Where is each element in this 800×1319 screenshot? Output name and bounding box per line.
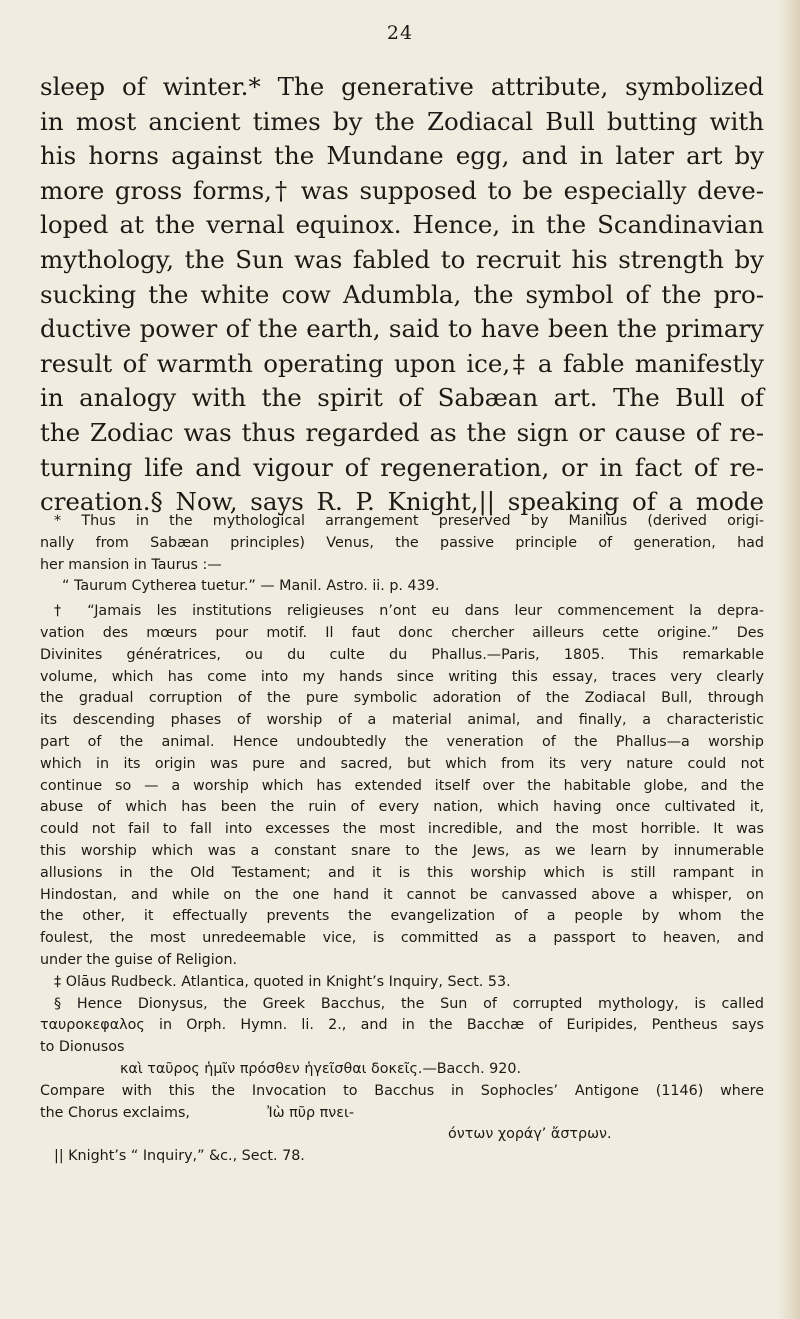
footnote-line: Hindostan, and while on the one hand it cannot be canvassed above a whisper, on xyxy=(40,886,764,903)
footnote-line: to Dionusos xyxy=(40,1039,125,1056)
footnote-star xyxy=(40,511,764,598)
body-line: ductive power of the earth, said to have been the primary xyxy=(40,314,764,344)
footnote-parallel xyxy=(40,1146,764,1168)
body-line: in analogy with the spirit of Sabæan art. The Bull of xyxy=(40,383,764,413)
footnote-line: the gradual corruption of the pure symbolic adoration of the Zodiacal Bull, through xyxy=(40,690,764,707)
body-line: more gross forms,† was supposed to be especially deve- xyxy=(40,175,764,205)
footnote-line: the other, it effectually prevents the evangelization of a people by whom the xyxy=(40,908,764,925)
footnote-dagger xyxy=(40,601,764,972)
footnote-line: abuse of which has been the ruin of every nation, which having once cultivated it, xyxy=(40,799,764,816)
body-line: his horns against the Mundane egg, and in later art by xyxy=(40,141,764,171)
body-line: sucking the white cow Adumbla, the symbol of the pro- xyxy=(40,279,764,309)
body-paragraph xyxy=(40,70,764,520)
footnote-line: ταυροκεφαλος in Orph. Hymn. li. 2., and in the Bacchæ of Euripides, Pentheus says xyxy=(40,1017,764,1034)
greek-quote: καὶ ταῦρος ἡμῖν πρόσθεν ἡγεῖσθαι δοκεῖς.—Bacch. 920. xyxy=(120,1060,522,1077)
footnote-line: || Knight’s “ Inquiry,” &c., Sect. 78. xyxy=(54,1148,305,1165)
footnote-line: volume, which has come into my hands since writing this essay, traces very clearly xyxy=(40,668,764,685)
footnote-line: Divinites génératrices, ou du culte du Phallus.—Paris, 1805. This remarkable xyxy=(40,646,764,663)
footnote-quote: “ Taurum Cytherea tuetur.” — Manil. Astro. ii. p. 439. xyxy=(62,578,440,595)
footnote-line: Compare with this the Invocation to Bacchus in Sophocles’ Antigone (1146) where xyxy=(40,1082,764,1099)
body-line: the Zodiac was thus regarded as the sign or cause of re- xyxy=(40,417,764,447)
footnote-line: this worship which was a constant snare to the Jews, as we learn by innumerable xyxy=(40,842,764,859)
footnote-line: foulest, the most unredeemable vice, is committed as a passport to heaven, and xyxy=(40,930,764,947)
page-edge-shadow xyxy=(778,0,800,1319)
footnote-line: the Chorus exclaims, Ἰὼ πῦρ πνει- xyxy=(40,1104,354,1121)
body-line: sleep of winter.* The generative attribute, symbolized xyxy=(40,72,764,101)
footnote-line: which in its origin was pure and sacred, but which from its very nature could not xyxy=(40,755,764,772)
footnote-line: † “Jamais les institutions religieuses n’ont eu dans leur commencement la depra- xyxy=(54,603,764,620)
footnote-line: continue so — a worship which has extended itself over the habitable globe, and the xyxy=(40,777,764,794)
footnote-ddagger xyxy=(40,972,764,994)
footnote-line: could not fail to fall into excesses the most incredible, and the most horrible. It was xyxy=(40,821,764,838)
body-line: mythology, the Sun was fabled to recruit his strength by xyxy=(40,244,764,274)
footnote-line: her mansion in Taurus :— xyxy=(40,556,222,573)
footnote-line: § Hence Dionysus, the Greek Bacchus, the Sun of corrupted mythology, is called xyxy=(54,995,764,1012)
body-line: creation.§ Now, says R. P. Knight,|| speaking of a mode xyxy=(40,487,764,517)
page-number: 24 xyxy=(386,22,414,44)
footnote-line: * Thus in the mythological arrangement preserved by Manilius (derived origi- xyxy=(54,513,764,529)
greek-quote: όντων χοράγ’ ἄστρων. xyxy=(448,1126,612,1143)
body-line: loped at the vernal equinox. Hence, in the Scandinavian xyxy=(40,210,764,240)
footnote-line: vation des mœurs pour motif. Il faut donc chercher ailleurs cette origine.” Des xyxy=(40,624,764,641)
footnote-line: ‡ Olāus Rudbeck. Atlantica, quoted in Knight’s Inquiry, Sect. 53. xyxy=(54,973,511,990)
body-line: turning life and vigour of regeneration, or in fact of re- xyxy=(40,452,764,482)
footnotes xyxy=(40,511,764,1168)
body-line: result of warmth operating upon ice,‡ a fable manifestly xyxy=(40,348,764,378)
footnote-line: allusions in the Old Testament; and it is this worship which is still rampant in xyxy=(40,864,764,881)
footnote-line: its descending phases of worship of a material animal, and finally, a characteristic xyxy=(40,712,764,729)
footnote-line: under the guise of Religion. xyxy=(40,951,238,968)
body-line: in most ancient times by the Zodiacal Bull butting with xyxy=(40,106,764,136)
footnote-section xyxy=(40,994,764,1147)
footnote-line: part of the animal. Hence undoubtedly the veneration of the Phallus—a worship xyxy=(40,733,764,750)
footnote-line: nally from Sabæan principles) Venus, the passive principle of generation, had xyxy=(40,534,764,551)
